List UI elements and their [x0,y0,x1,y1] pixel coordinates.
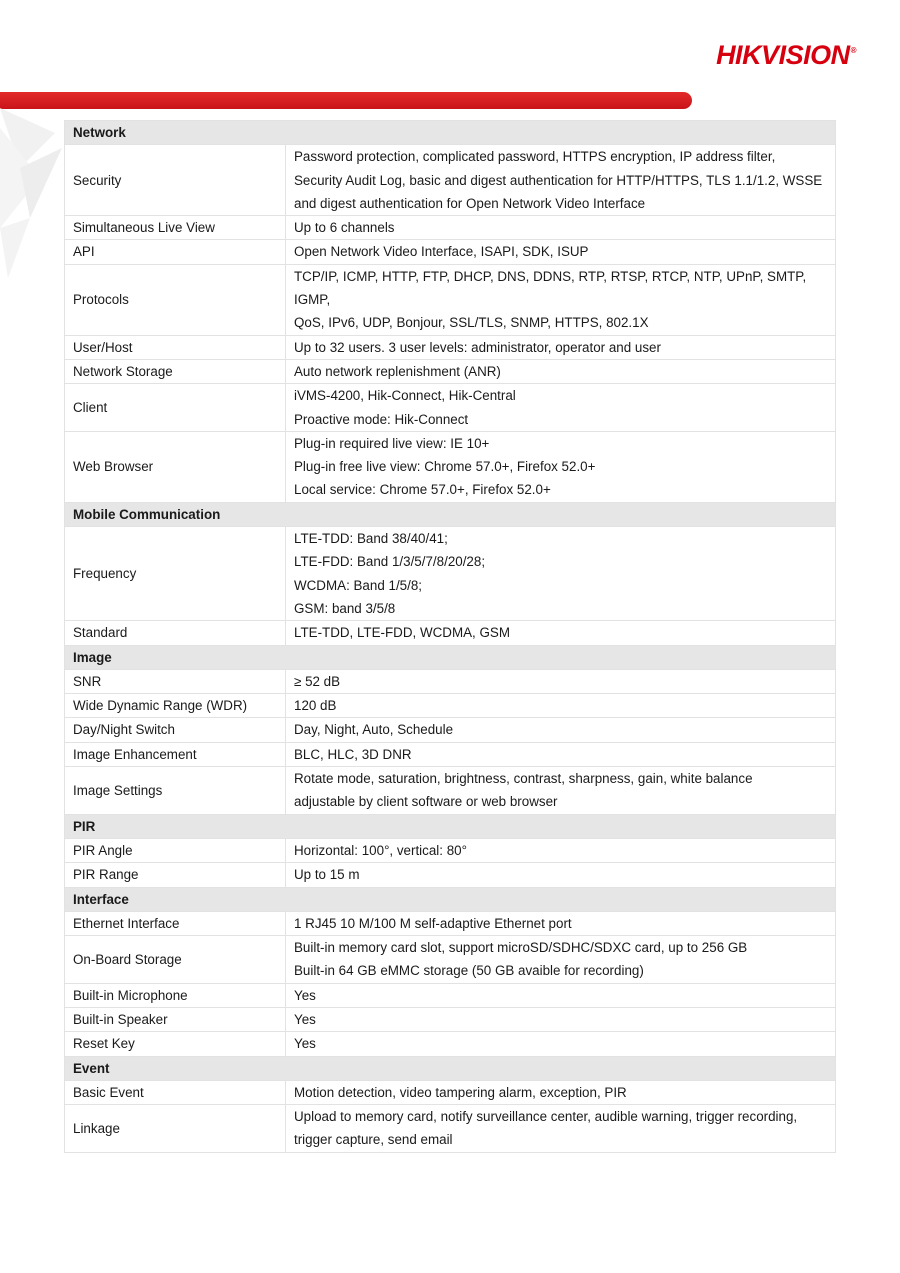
spec-value-line: Up to 32 users. 3 user levels: administrator, operator and user [294,339,661,355]
spec-value-line: Proactive mode: Hik-Connect [294,411,469,427]
spec-value-line: and digest authentication for Open Network Video Interface [294,195,646,211]
spec-value-line: BLC, HLC, 3D DNR [294,746,412,762]
spec-label: Basic Event [65,1080,286,1104]
spec-row [65,718,836,742]
spec-value [286,911,836,935]
spec-value [286,1007,836,1031]
section-title: Image [65,645,836,669]
spec-value-line: QoS, IPv6, UDP, Bonjour, SSL/TLS, SNMP, HTTPS, 802.1X [294,315,649,331]
spec-row [65,863,836,887]
spec-label: Built-in Speaker [65,1007,286,1031]
spec-value-line: 120 dB [294,698,337,714]
spec-row [65,1105,836,1153]
section-header-row [65,1056,836,1080]
spec-table-body [65,121,836,1153]
spec-row [65,694,836,718]
spec-label: Built-in Microphone [65,983,286,1007]
spec-value-line: Local service: Chrome 57.0+, Firefox 52.0+ [294,482,551,498]
section-title: Event [65,1056,836,1080]
spec-value-line: Built-in memory card slot, support microSD/SDHC/SDXC card, up to 256 GB [294,940,748,956]
spec-label: SNR [65,669,286,693]
spec-label: User/Host [65,335,286,359]
section-header-row [65,645,836,669]
spec-row [65,911,836,935]
spec-row [65,527,836,621]
spec-label: Image Settings [65,767,286,815]
spec-value [286,527,836,621]
spec-value-line: Rotate mode, saturation, brightness, contrast, sharpness, gain, white balance [294,771,753,787]
spec-value [286,669,836,693]
spec-label: Web Browser [65,431,286,502]
spec-value [286,335,836,359]
spec-label: Reset Key [65,1032,286,1056]
spec-label: Standard [65,621,286,645]
spec-value-line: LTE-TDD, LTE-FDD, WCDMA, GSM [294,625,510,641]
watermark-graphic [0,108,70,288]
spec-value-line: GSM: band 3/5/8 [294,600,396,616]
spec-row [65,359,836,383]
section-header-row [65,121,836,145]
spec-value-line: ≥ 52 dB [294,673,341,689]
spec-value [286,983,836,1007]
spec-label: PIR Angle [65,838,286,862]
spec-label: Security [65,145,286,216]
spec-value-line: trigger capture, send email [294,1132,453,1148]
spec-row [65,145,836,216]
spec-value [286,936,836,984]
spec-value-line: Up to 15 m [294,867,360,883]
spec-value-line: LTE-TDD: Band 38/40/41; [294,531,448,547]
section-title: Interface [65,887,836,911]
spec-value [286,863,836,887]
spec-value [286,718,836,742]
spec-label: Simultaneous Live View [65,216,286,240]
spec-row [65,1007,836,1031]
spec-label: PIR Range [65,863,286,887]
spec-value-line: adjustable by client software or web browser [294,794,558,810]
spec-value [286,384,836,432]
spec-label: Protocols [65,264,286,335]
spec-row [65,335,836,359]
section-header-row [65,814,836,838]
spec-value [286,240,836,264]
spec-value-line: Motion detection, video tampering alarm, exception, PIR [294,1084,627,1100]
spec-label: Ethernet Interface [65,911,286,935]
logo-text: HIKVISION [716,40,850,70]
spec-label: Client [65,384,286,432]
spec-label: Day/Night Switch [65,718,286,742]
spec-value [286,359,836,383]
spec-label: On-Board Storage [65,936,286,984]
spec-value [286,431,836,502]
spec-value-line: TCP/IP, ICMP, HTTP, FTP, DHCP, DNS, DDNS, RTP, RTSP, RTCP, NTP, UPnP, SMTP, IGMP, [294,268,807,308]
hikvision-logo [716,40,856,71]
spec-value-line: Yes [294,1036,316,1052]
spec-row [65,1080,836,1104]
spec-row [65,216,836,240]
spec-value [286,1032,836,1056]
spec-row [65,936,836,984]
spec-value-line: Security Audit Log, basic and digest authentication for HTTP/HTTPS, TLS 1.1/1.2, WSSE [294,172,823,188]
section-title: PIR [65,814,836,838]
spec-value [286,621,836,645]
spec-value-line: 1 RJ45 10 M/100 M self-adaptive Ethernet port [294,915,572,931]
spec-value-line: Yes [294,1011,316,1027]
spec-value-line: iVMS-4200, Hik-Connect, Hik-Central [294,388,516,404]
spec-value-line: Auto network replenishment (ANR) [294,363,501,379]
spec-value-line: LTE-FDD: Band 1/3/5/7/8/20/28; [294,554,486,570]
spec-value [286,216,836,240]
section-title: Network [65,121,836,145]
spec-value-line: Password protection, complicated password, HTTPS encryption, IP address filter, [294,149,776,165]
spec-value-line: Upload to memory card, notify surveillance center, audible warning, trigger recording, [294,1109,798,1125]
spec-value [286,1080,836,1104]
spec-value [286,145,836,216]
spec-value-line: Horizontal: 100°, vertical: 80° [294,842,467,858]
spec-value-line: Plug-in required live view: IE 10+ [294,435,490,451]
spec-table [64,120,836,1153]
spec-label: API [65,240,286,264]
spec-value-line: Plug-in free live view: Chrome 57.0+, Firefox 52.0+ [294,459,596,475]
spec-row [65,384,836,432]
spec-label: Linkage [65,1105,286,1153]
spec-row [65,669,836,693]
spec-row [65,742,836,766]
spec-value-line: Up to 6 channels [294,220,395,236]
spec-label: Wide Dynamic Range (WDR) [65,694,286,718]
spec-value [286,1105,836,1153]
spec-value-line: Built-in 64 GB eMMC storage (50 GB avaible for recording) [294,963,644,979]
spec-value-line: Day, Night, Auto, Schedule [294,722,454,738]
spec-row [65,240,836,264]
spec-value-line: Yes [294,987,316,1003]
spec-row [65,983,836,1007]
spec-value [286,694,836,718]
spec-row [65,431,836,502]
spec-label: Image Enhancement [65,742,286,766]
spec-label: Network Storage [65,359,286,383]
registered-mark: ® [850,46,856,55]
section-title: Mobile Communication [65,502,836,526]
spec-row [65,1032,836,1056]
spec-label: Frequency [65,527,286,621]
spec-value-line: WCDMA: Band 1/5/8; [294,577,423,593]
spec-row [65,838,836,862]
spec-value [286,264,836,335]
spec-value-line: Open Network Video Interface, ISAPI, SDK, ISUP [294,244,589,260]
spec-row [65,264,836,335]
spec-row [65,767,836,815]
spec-value [286,742,836,766]
spec-row [65,621,836,645]
spec-value [286,838,836,862]
section-header-row [65,887,836,911]
section-header-row [65,502,836,526]
header-red-bar [0,92,692,109]
spec-value [286,767,836,815]
